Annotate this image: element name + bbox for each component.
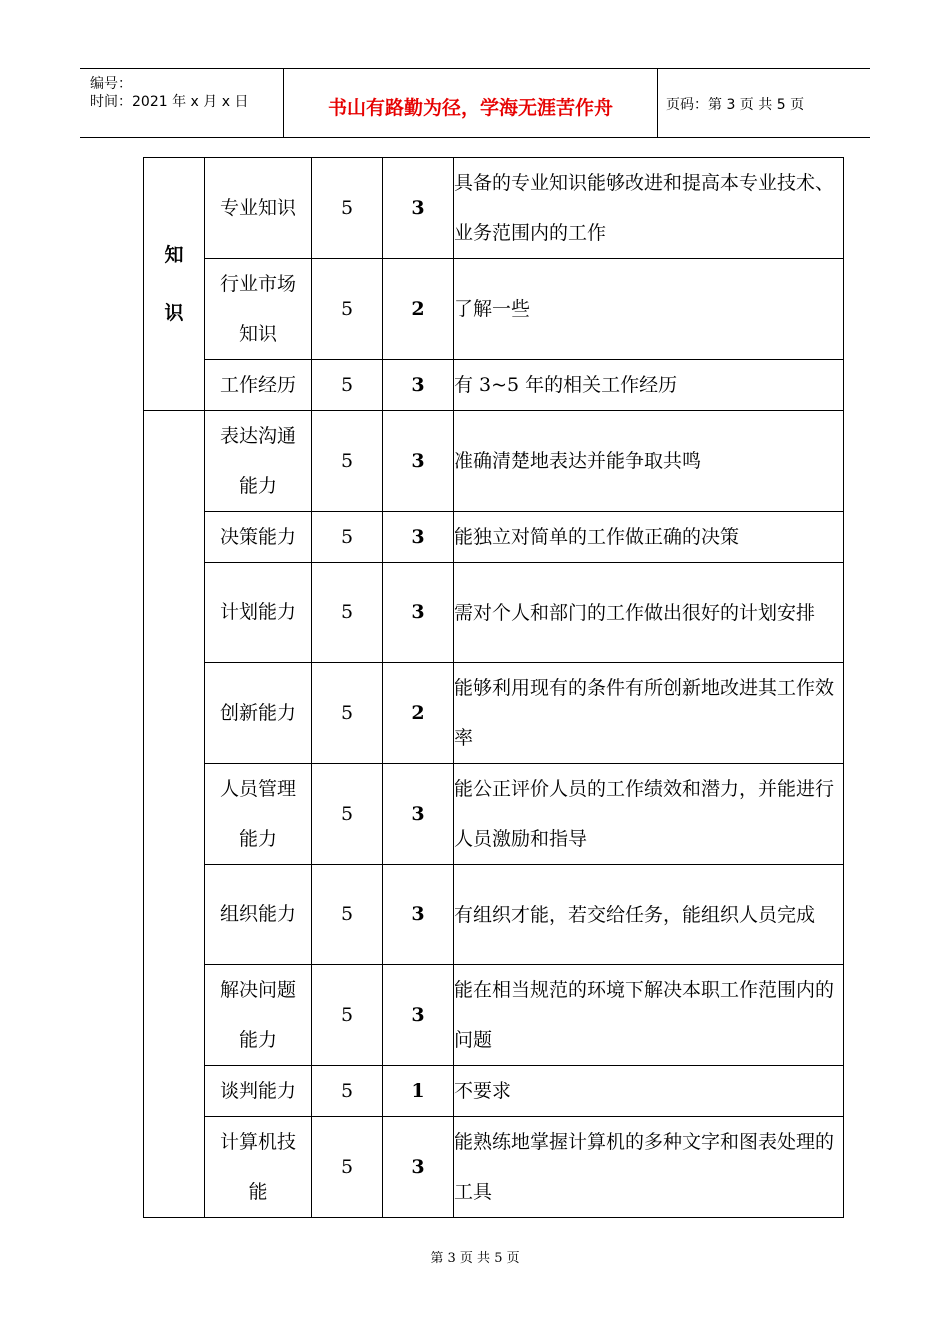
description-cell: 具备的专业知识能够改进和提高本专业技术、业务范围内的工作 xyxy=(454,158,844,259)
evaluation-table-body xyxy=(144,158,844,1218)
score-cell: 3 xyxy=(383,158,454,259)
full-score-cell: 5 xyxy=(312,764,383,865)
full-score-cell: 5 xyxy=(312,663,383,764)
item-cell: 专业知识 xyxy=(205,158,312,259)
category-cell xyxy=(144,411,205,1218)
table-row xyxy=(144,1117,844,1218)
description-cell: 有 3~5 年的相关工作经历 xyxy=(454,360,844,411)
full-score-cell: 5 xyxy=(312,1117,383,1218)
item-cell xyxy=(205,1117,312,1218)
description-cell: 有组织才能，若交给任务，能组织人员完成 xyxy=(454,865,844,965)
table-row xyxy=(144,764,844,865)
item-label-line: 计算机技 xyxy=(219,1131,296,1153)
header-page-cell xyxy=(658,69,870,137)
item-label-line: 表达沟通 xyxy=(219,425,296,447)
full-score-cell: 5 xyxy=(312,158,383,259)
item-cell: 谈判能力 xyxy=(205,1066,312,1117)
full-score-cell: 5 xyxy=(312,563,383,663)
score-cell: 3 xyxy=(383,360,454,411)
page-header xyxy=(80,68,870,138)
score-cell: 2 xyxy=(383,663,454,764)
item-cell xyxy=(205,965,312,1066)
description-cell: 需对个人和部门的工作做出很好的计划安排 xyxy=(454,563,844,663)
table-row xyxy=(144,1066,844,1117)
full-score-cell: 5 xyxy=(312,360,383,411)
item-cell xyxy=(205,764,312,865)
header-page-number: 页码：第 3 页 共 5 页 xyxy=(666,97,805,113)
item-label-line: 行业市场 xyxy=(219,273,296,295)
item-cell xyxy=(205,411,312,512)
header-info-cell xyxy=(80,69,284,137)
table-row xyxy=(144,663,844,764)
item-label-line: 知识 xyxy=(238,323,277,345)
score-cell: 3 xyxy=(383,563,454,663)
item-cell xyxy=(205,259,312,360)
category-char: 知 xyxy=(164,244,184,266)
full-score-cell: 5 xyxy=(312,411,383,512)
score-cell: 3 xyxy=(383,1117,454,1218)
table-row xyxy=(144,259,844,360)
item-label-line: 能 xyxy=(248,1181,268,1203)
item-label-line: 解决问题 xyxy=(219,979,296,1001)
score-cell: 3 xyxy=(383,865,454,965)
score-cell: 3 xyxy=(383,512,454,563)
item-cell: 工作经历 xyxy=(205,360,312,411)
item-label-line: 能力 xyxy=(238,475,277,497)
table-row xyxy=(144,563,844,663)
description-cell: 能够利用现有的条件有所创新地改进其工作效率 xyxy=(454,663,844,764)
description-cell: 能独立对简单的工作做正确的决策 xyxy=(454,512,844,563)
document-number-label: 编号： xyxy=(90,76,132,92)
item-cell: 组织能力 xyxy=(205,865,312,965)
full-score-cell: 5 xyxy=(312,259,383,360)
score-cell: 3 xyxy=(383,411,454,512)
full-score-cell: 5 xyxy=(312,512,383,563)
item-cell: 决策能力 xyxy=(205,512,312,563)
document-time-label: 时间：2021 年 x 月 x 日 xyxy=(90,94,249,110)
description-cell: 准确清楚地表达并能争取共鸣 xyxy=(454,411,844,512)
score-cell: 3 xyxy=(383,965,454,1066)
full-score-cell: 5 xyxy=(312,1066,383,1117)
score-cell: 2 xyxy=(383,259,454,360)
table-row xyxy=(144,865,844,965)
table-row xyxy=(144,965,844,1066)
score-cell: 3 xyxy=(383,764,454,865)
page-footer: 第 3 页 共 5 页 xyxy=(430,1251,520,1266)
full-score-cell: 5 xyxy=(312,965,383,1066)
category-cell xyxy=(144,158,205,411)
item-cell: 计划能力 xyxy=(205,563,312,663)
description-cell: 不要求 xyxy=(454,1066,844,1117)
table-row xyxy=(144,158,844,259)
evaluation-table xyxy=(143,157,844,1218)
table-row xyxy=(144,512,844,563)
score-cell: 1 xyxy=(383,1066,454,1117)
description-cell: 了解一些 xyxy=(454,259,844,360)
item-cell: 创新能力 xyxy=(205,663,312,764)
table-row xyxy=(144,360,844,411)
full-score-cell: 5 xyxy=(312,865,383,965)
item-label-line: 能力 xyxy=(238,1029,277,1051)
category-char: 识 xyxy=(164,302,184,324)
table-row xyxy=(144,411,844,512)
header-motto-cell xyxy=(284,69,658,137)
item-label-line: 能力 xyxy=(238,828,277,850)
item-label-line: 人员管理 xyxy=(219,778,296,800)
header-motto: 书山有路勤为径，学海无涯苦作舟 xyxy=(327,97,613,119)
description-cell: 能熟练地掌握计算机的多种文字和图表处理的工具 xyxy=(454,1117,844,1218)
description-cell: 能公正评价人员的工作绩效和潜力，并能进行人员激励和指导 xyxy=(454,764,844,865)
description-cell: 能在相当规范的环境下解决本职工作范围内的问题 xyxy=(454,965,844,1066)
